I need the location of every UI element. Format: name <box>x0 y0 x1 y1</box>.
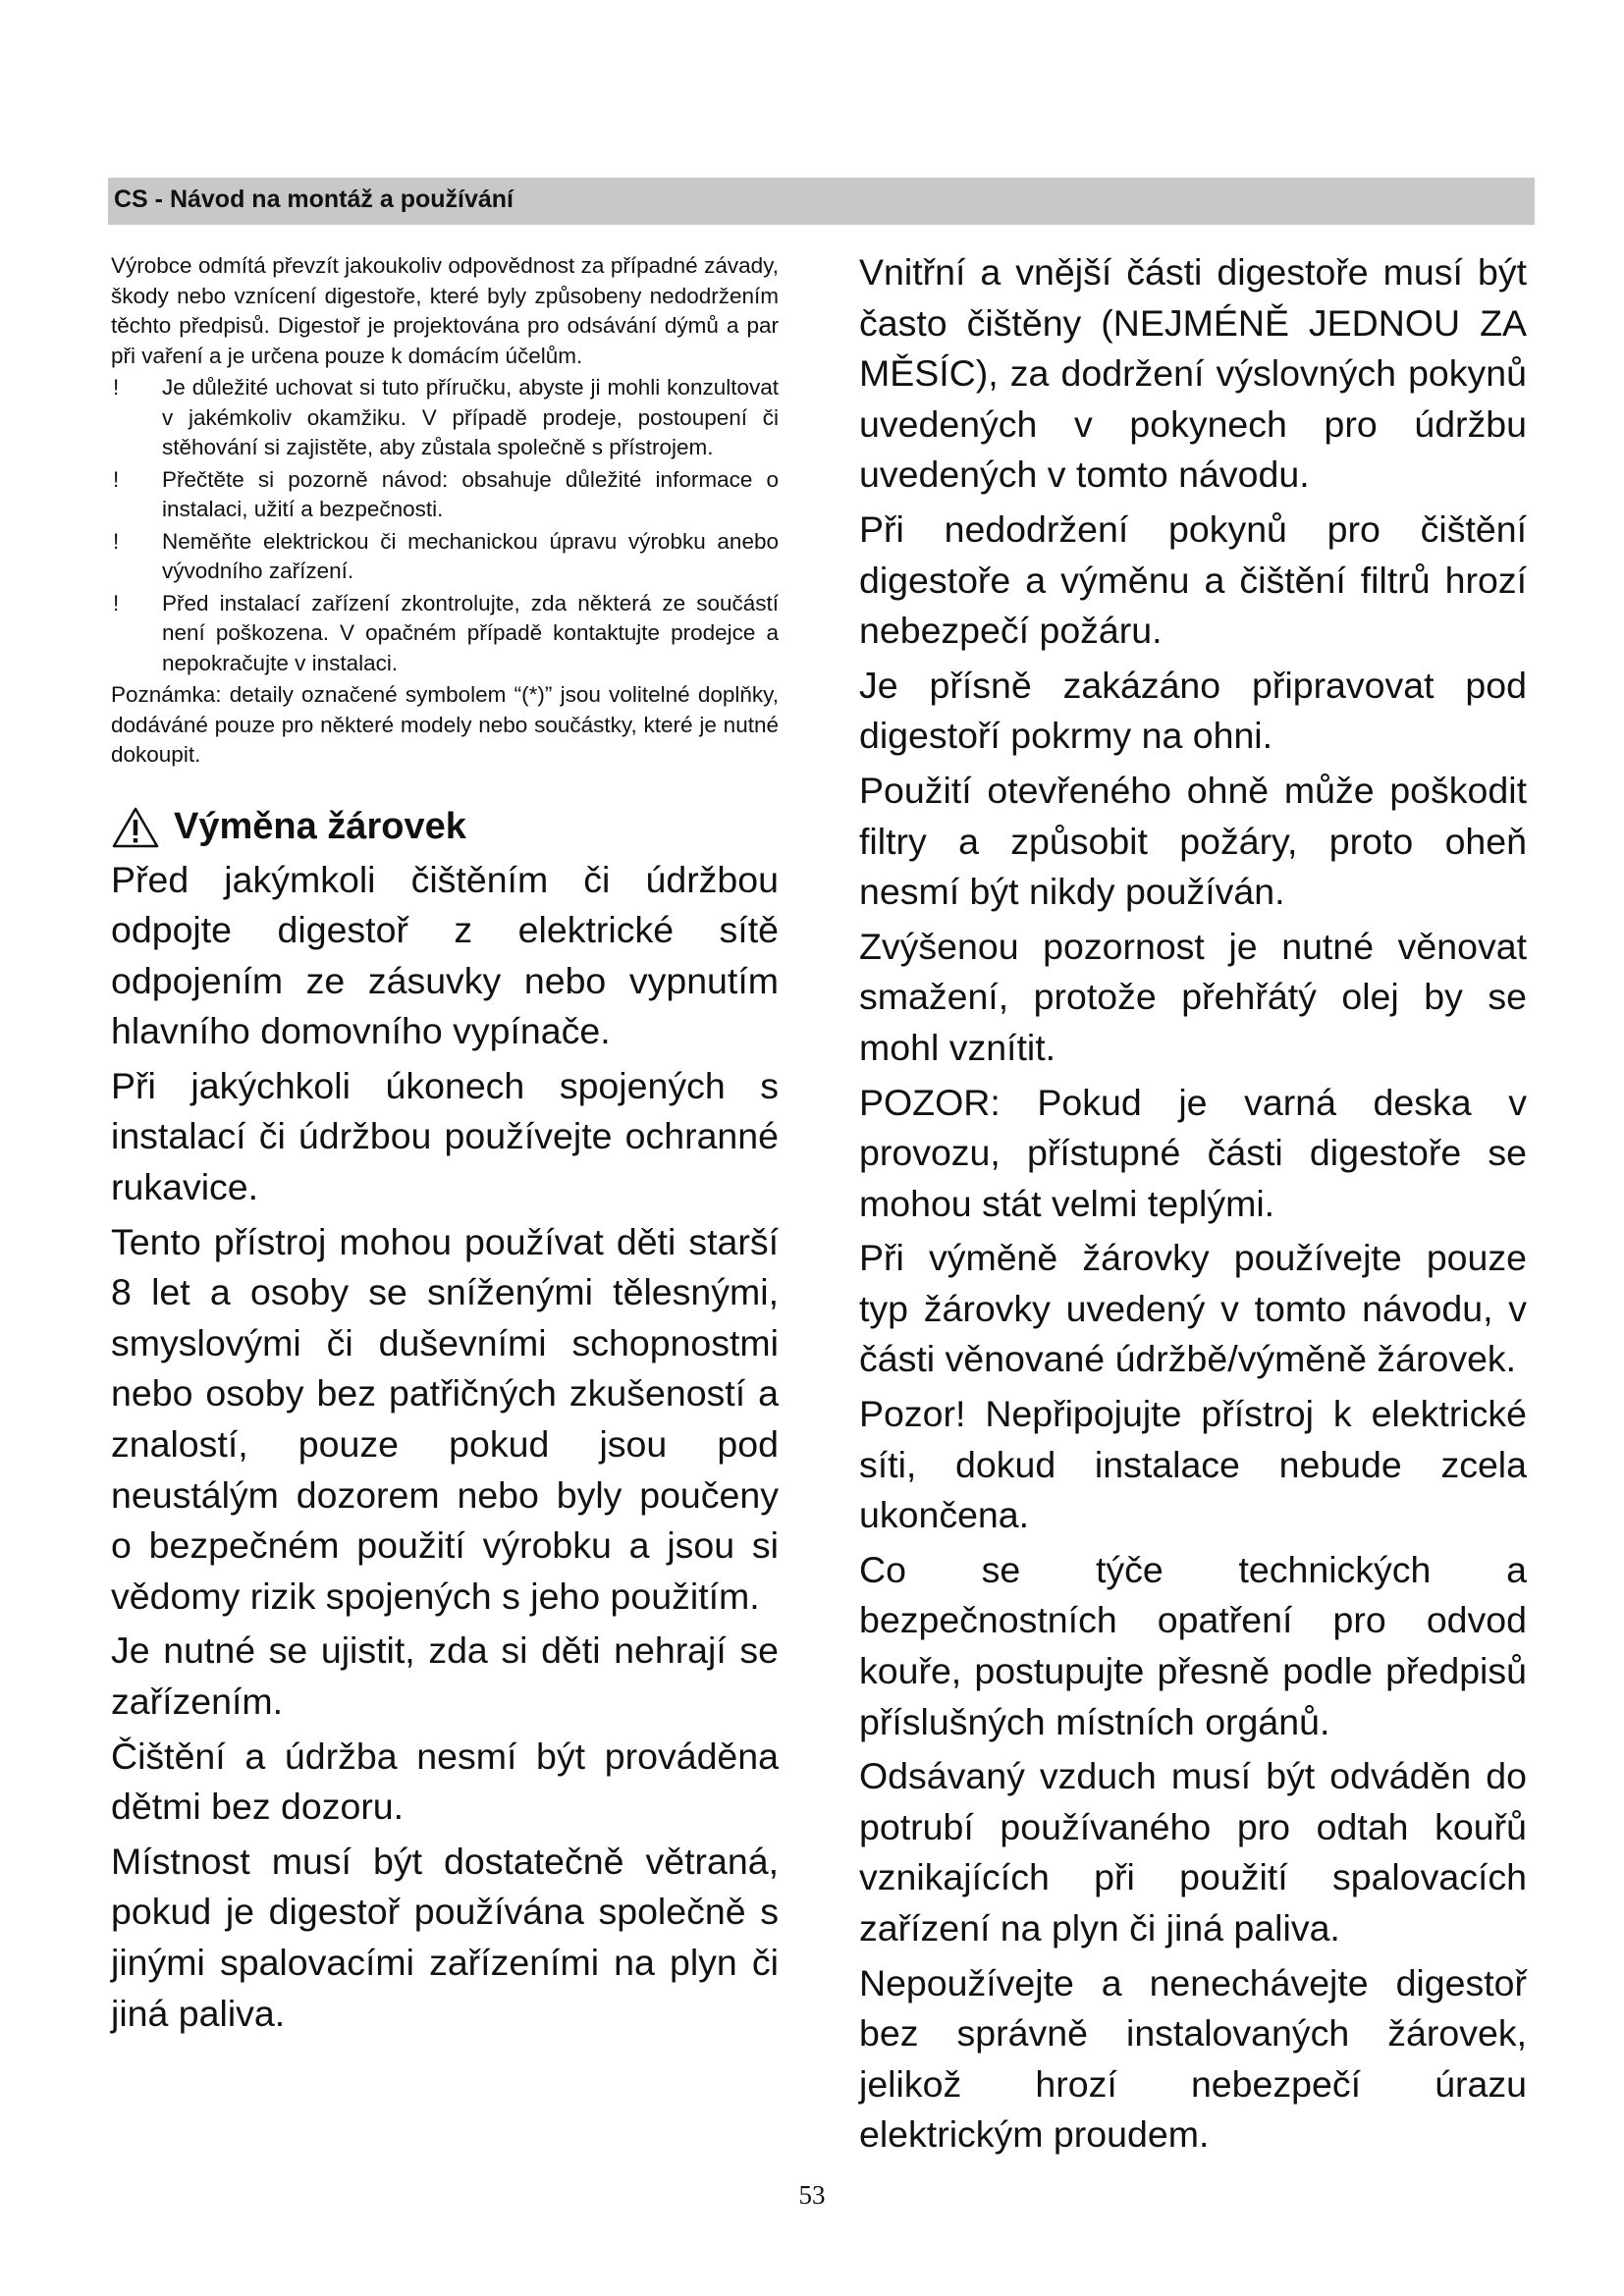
right-paragraph: Použití otevřeného ohně může poškodit filtry a způsobit požáry, proto oheň nesmí být nikdy používán. <box>859 769 1527 913</box>
bullet-mark: ! <box>113 590 120 615</box>
bullet-text: Před instalací zařízení zkontrolujte, zda některá ze součástí není poškozena. V opačném případě kontaktujte prodejce a nepokračujte v instalaci. <box>162 590 779 675</box>
left-paragraph: Při jakýchkoli úkonech spojených s instalací či údržbou používejte ochranné rukavice. <box>111 1064 779 1208</box>
bullet-mark: ! <box>113 466 120 492</box>
right-paragraph: Při nedodržení pokynů pro čištění digestoře a výměnu a čištění filtrů hrozí nebezpečí požáru. <box>859 507 1527 652</box>
right-paragraph: Nepoužívejte a nenechávejte digestoř bez správně instalovaných žárovek, jelikož hrozí nebezpečí úrazu elektrickým proudem. <box>859 1961 1527 2156</box>
left-column <box>111 251 779 2039</box>
bullet-mark: ! <box>113 528 120 554</box>
left-paragraph: Je nutné se ujistit, zda si děti nehrají se zařízením. <box>111 1629 779 1722</box>
bullet-item <box>111 373 779 463</box>
left-paragraph: Místnost musí být dostatečně větraná, pokud je digestoř používána společně s jinými spalovacími zařízeními na plyn či jiná paliva. <box>111 1840 779 2034</box>
bullet-item <box>111 527 779 587</box>
right-column <box>859 247 1527 2161</box>
page-number: 53 <box>798 2180 826 2210</box>
bullet-text: Je důležité uchovat si tuto příručku, abyste ji mohli konzultovat v jakémkoliv okamžiku. V případě prodeje, postoupení či stěhování si zajistěte, aby zůstala společně s přístrojem. <box>162 375 779 459</box>
section-heading <box>111 806 779 849</box>
bullet-item <box>111 589 779 679</box>
left-paragraph: Tento přístroj mohou používat děti starší 8 let a osoby se sníženými tělesnými, smyslovými či duševními schopnostmi nebo osoby bez patřičných zkušeností a znalostí, pouze pokud jsou pod neustálým dozorem nebo byly poučeny o bezpečném použití výrobku a jsou si vědomy rizik spojených s jeho použitím. <box>111 1220 779 1617</box>
bullet-text: Neměňte elektrickou či mechanickou úpravu výrobku anebo vývodního zařízení. <box>162 528 779 583</box>
left-paragraph: Před jakýmkoli čištěním či údržbou odpojte digestoř z elektrické sítě odpojením ze zásuvky nebo vypnutím hlavního domovního vypínače. <box>111 858 779 1052</box>
right-paragraph: Je přísně zakázáno připravovat pod digestoří pokrmy na ohni. <box>859 664 1527 757</box>
right-paragraph: Při výměně žárovky používejte pouze typ žárovky uvedený v tomto návodu, v části věnované údržbě/výměně žárovek. <box>859 1237 1527 1380</box>
header-bar <box>108 178 1535 225</box>
bullet-text: Přečtěte si pozorně návod: obsahuje důležité informace o instalaci, užití a bezpečnosti. <box>162 466 779 521</box>
right-paragraph: Pozor! Nepřipojujte přístroj k elektrické síti, dokud instalace nebude zcela ukončena. <box>859 1393 1527 1536</box>
left-paragraph: Čištění a údržba nesmí být prováděna dětmi bez dozoru. <box>111 1735 779 1828</box>
right-paragraph: Odsávaný vzduch musí být odváděn do potrubí používaného pro odtah kouřů vznikajících při použití spalovacích zařízení na plyn či jiná paliva. <box>859 1755 1527 1949</box>
right-paragraph: Zvýšenou pozornost je nutné věnovat smažení, protože přehřátý olej by se mohl vznítit. <box>859 925 1527 1068</box>
bullet-mark: ! <box>113 375 120 400</box>
right-paragraph: Co se týče technických a bezpečnostních opatření pro odvod kouře, postupujte přesně podle předpisů příslušných místních orgánů. <box>859 1548 1527 1742</box>
right-paragraph: POZOR: Pokud je varná deska v provozu, přístupné části digestoře se mohou stát velmi teplými. <box>859 1081 1527 1224</box>
section-title: Výměna žárovek <box>174 806 466 847</box>
warning-triangle-icon <box>111 806 160 849</box>
page-title: CS - Návod na montáž a používání <box>114 186 514 213</box>
intro-paragraph: Výrobce odmítá převzít jakoukoliv odpovědnost za případné závady, škody nebo vznícení digestoře, které byly způsobeny nedodržením těchto předpisů. Digestoř je projektována pro odsávání dýmů a par při vaření a je určena pouze k domácím účelům. <box>111 253 779 368</box>
right-paragraph: Vnitřní a vnější části digestoře musí být často čištěny (NEJMÉNĚ JEDNOU ZA MĚSÍC), za dodržení výslovných pokynů uvedených v pokynech pro údržbu uvedených v tomto návodu. <box>859 251 1527 496</box>
note-paragraph: Poznámka: detaily označené symbolem “(*)” jsou volitelné doplňky, dodáváné pouze pro některé modely nebo součástky, které je nutné dokoupit. <box>111 682 779 767</box>
bullet-item <box>111 465 779 525</box>
